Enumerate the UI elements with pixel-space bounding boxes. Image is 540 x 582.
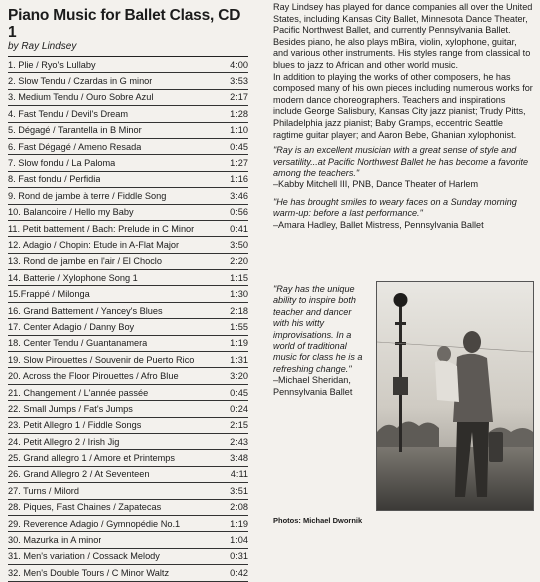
track-row <box>8 286 248 302</box>
track-row <box>8 549 248 565</box>
track-title: 31. Men's variation / Cossack Melody <box>8 551 160 562</box>
quote-2-text: "He has brought smiles to weary faces on a Sunday morning warm-up: before a last performance." <box>273 196 517 219</box>
track-duration: 0:56 <box>230 207 248 218</box>
artist-photo-image <box>377 282 533 510</box>
track-title: 21. Changement / L'année passée <box>8 387 149 398</box>
track-row <box>8 254 248 270</box>
track-title: 30. Mazurka in A minor <box>8 535 102 546</box>
track-row <box>8 450 248 466</box>
track-title: 5. Dégagé / Tarantella in B Minor <box>8 125 142 136</box>
track-duration: 1:55 <box>230 321 248 332</box>
track-row <box>8 418 248 434</box>
track-title: 12. Adagio / Chopin: Etude in A-Flat Major <box>8 239 180 250</box>
track-title: 13. Rond de jambe en l'air / El Choclo <box>8 256 162 267</box>
track-row <box>8 516 248 532</box>
track-title: 23. Petit Allegro 1 / Fiddle Songs <box>8 420 142 431</box>
track-duration: 2:18 <box>230 305 248 316</box>
track-list <box>8 56 248 582</box>
track-title: 16. Grand Battement / Yancey's Blues <box>8 305 163 316</box>
track-row <box>8 368 248 384</box>
track-row <box>8 467 248 483</box>
track-title: 9. Rond de jambe à terre / Fiddle Song <box>8 190 167 201</box>
track-duration: 2:08 <box>230 502 248 513</box>
track-duration: 1:19 <box>230 518 248 529</box>
track-duration: 3:46 <box>230 190 248 201</box>
track-row <box>8 139 248 155</box>
track-title: 24. Petit Allegro 2 / Irish Jig <box>8 436 120 447</box>
track-duration: 2:15 <box>230 420 248 431</box>
artist-photo <box>376 281 534 511</box>
track-duration: 1:30 <box>230 289 248 300</box>
track-duration: 1:27 <box>230 158 248 169</box>
track-title: 2. Slow Tendu / Czardas in G minor <box>8 76 153 87</box>
track-duration: 0:42 <box>230 567 248 578</box>
track-title: 7. Slow fondu / La Paloma <box>8 158 116 169</box>
track-title: 10. Balancoire / Hello my Baby <box>8 207 134 218</box>
track-row <box>8 172 248 188</box>
track-title: 14. Batterie / Xylophone Song 1 <box>8 272 138 283</box>
track-title: 19. Slow Pirouettes / Souvenir de Puerto Rico <box>8 354 195 365</box>
track-duration: 1:10 <box>230 125 248 136</box>
track-duration: 0:31 <box>230 551 248 562</box>
track-duration: 1:04 <box>230 535 248 546</box>
track-duration: 1:19 <box>230 338 248 349</box>
track-duration: 0:45 <box>230 387 248 398</box>
track-row <box>8 500 248 516</box>
track-row <box>8 303 248 319</box>
track-row <box>8 532 248 548</box>
track-duration: 3:48 <box>230 453 248 464</box>
bio-paragraph-2: In addition to playing the works of other composers, he has composed many of his own pieces including numerous works for modern dance choreographers. Teachers and inspirations include George Salisbury, Kansas City jazz pianist; Trudy Pitts, Philadelphia jazz pianist; Baby Gramps, eccentric Seattle ragtime guitar player; and Aaron Bebe, Ghanian xylophonist. <box>273 71 533 140</box>
track-title: 20. Across the Floor Pirouettes / Afro Blue <box>8 371 179 382</box>
quote-3-attribution-org: Pennsylvania Ballet <box>273 386 353 397</box>
track-title: 18. Center Tendu / Guantanamera <box>8 338 148 349</box>
track-row <box>8 188 248 204</box>
track-row <box>8 155 248 171</box>
quote-1-text: "Ray is an excellent musician with a great sense of style and versatility...at Pacific Northwest Ballet he has become a favorite among the teachers." <box>273 145 529 178</box>
track-title: 15.Frappé / Milonga <box>8 289 90 300</box>
track-duration: 2:20 <box>230 256 248 267</box>
track-duration: 3:53 <box>230 76 248 87</box>
track-title: 1. Plie / Ryo's Lullaby <box>8 59 96 70</box>
track-title: 22. Small Jumps / Fat's Jumps <box>8 403 133 414</box>
track-row <box>8 270 248 286</box>
track-duration: 2:43 <box>230 436 248 447</box>
track-duration: 4:11 <box>230 469 248 480</box>
track-duration: 0:41 <box>230 223 248 234</box>
bio-panel <box>273 2 533 231</box>
track-row <box>8 123 248 139</box>
track-row <box>8 221 248 237</box>
track-title: 32. Men's Double Tours / C Minor Waltz <box>8 567 170 578</box>
track-title: 6. Fast Dégagé / Ameno Resada <box>8 141 142 152</box>
track-title: 11. Petit battement / Bach: Prelude in C Minor <box>8 223 195 234</box>
track-row <box>8 434 248 450</box>
track-duration: 1:16 <box>230 174 248 185</box>
track-title: 17. Center Adagio / Danny Boy <box>8 321 135 332</box>
track-title: 25. Grand allegro 1 / Amore et Printemps <box>8 453 175 464</box>
track-duration: 0:45 <box>230 141 248 152</box>
track-title: 26. Grand Allegro 2 / At Seventeen <box>8 469 150 480</box>
track-row <box>8 565 248 581</box>
photo-credit: Photos: Michael Dwornik <box>273 516 363 525</box>
track-row <box>8 352 248 368</box>
track-duration: 4:00 <box>230 59 248 70</box>
bio-paragraph-1: Ray Lindsey has played for dance companies all over the United States, including Kansas City Ballet, Minnesota Dance Theater, Pacific Northwest Ballet, and currently Pennsylvania Ballet. Besides piano, he also plays mBira, violin, xylophone, guitar, and various other instruments. His styles range from classical to blues to jazz to African and other world music. <box>273 2 533 70</box>
track-duration: 1:28 <box>230 108 248 119</box>
track-row <box>8 483 248 499</box>
track-row <box>8 237 248 253</box>
track-row <box>8 73 248 89</box>
track-duration: 1:15 <box>230 272 248 283</box>
tracklist-panel <box>8 7 248 582</box>
track-title: 27. Turns / Milord <box>8 485 79 496</box>
track-title: 4. Fast Tendu / Devil's Dream <box>8 108 129 119</box>
quote-3-text: "Ray has the unique ability to inspire both teacher and dancer with his witty improvisations. In a world of traditional music for class he is a refreshing change." <box>273 284 363 374</box>
track-title: 8. Fast fondu / Perfidia <box>8 174 101 185</box>
track-row <box>8 106 248 122</box>
track-duration: 2:17 <box>230 92 248 103</box>
track-duration: 0:24 <box>230 403 248 414</box>
track-row <box>8 319 248 335</box>
track-title: 3. Medium Tendu / Ouro Sobre Azul <box>8 92 154 103</box>
track-row <box>8 205 248 221</box>
track-title: 29. Reverence Adagio / Gymnopédie No.1 <box>8 518 181 529</box>
quote-1-attribution: –Kabby Mitchell III, PNB, Dance Theater of Harlem <box>273 179 479 190</box>
track-row <box>8 336 248 352</box>
track-duration: 3:51 <box>230 485 248 496</box>
album-byline: by Ray Lindsey <box>8 41 77 52</box>
track-row <box>8 385 248 401</box>
track-duration: 3:50 <box>230 239 248 250</box>
track-row <box>8 57 248 73</box>
track-row <box>8 90 248 106</box>
quote-3 <box>273 284 368 398</box>
quote-2-attribution: –Amara Hadley, Ballet Mistress, Pennsylvania Ballet <box>273 219 484 230</box>
track-duration: 1:31 <box>230 354 248 365</box>
track-title: 28. Piques, Fast Chaines / Zapatecas <box>8 502 162 513</box>
album-title: Piano Music for Ballet Class, CD 1 <box>8 7 241 41</box>
quote-3-attribution-name: –Michael Sheridan, <box>273 375 351 386</box>
track-row <box>8 401 248 417</box>
track-duration: 3:20 <box>230 371 248 382</box>
